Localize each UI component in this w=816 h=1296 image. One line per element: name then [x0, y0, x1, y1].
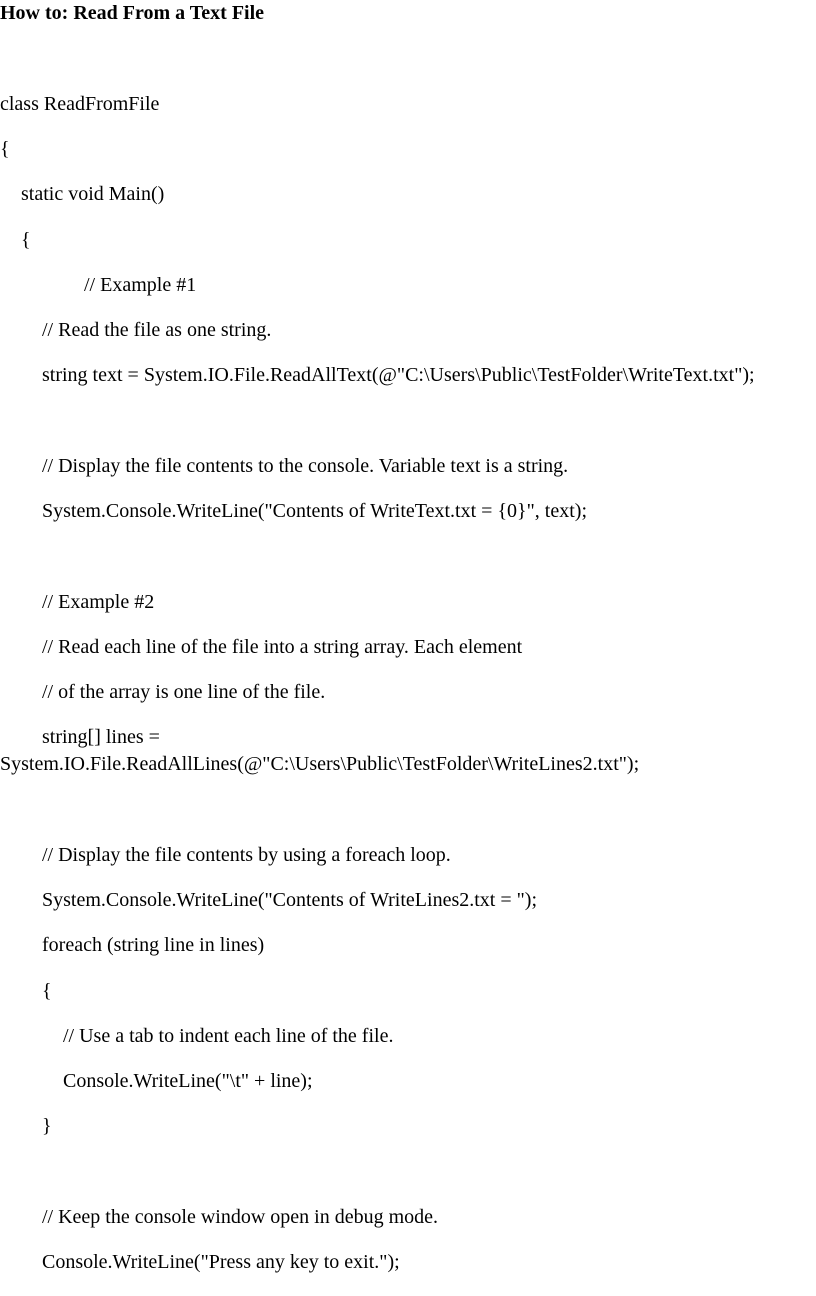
page-title: How to: Read From a Text File: [0, 2, 265, 24]
comment-keep-open: // Keep the console window open in debug mode.: [42, 1206, 439, 1228]
comment-tab: // Use a tab to indent each line of the file.: [63, 1025, 394, 1047]
comment-read-each-line: // Read each line of the file into a string array. Each element: [42, 636, 523, 658]
code-writeline-press-key: Console.WriteLine("Press any key to exit.");: [42, 1251, 400, 1273]
comment-example-1: // Example #1: [84, 274, 197, 296]
comment-array-line: // of the array is one line of the file.: [42, 681, 326, 703]
class-declaration: class ReadFromFile: [0, 93, 160, 115]
main-declaration: static void Main(): [21, 183, 165, 205]
comment-read-one-string: // Read the file as one string.: [42, 319, 272, 341]
code-foreach-declaration: foreach (string line in lines): [42, 934, 265, 956]
code-writeline-contents-text: System.Console.WriteLine("Contents of WriteText.txt = {0}", text);: [42, 500, 588, 522]
code-lines-declaration: string[] lines =: [42, 726, 160, 748]
comment-example-2: // Example #2: [42, 591, 155, 613]
code-writeline-contents-lines: System.Console.WriteLine("Contents of WriteLines2.txt = ");: [42, 889, 537, 911]
comment-foreach: // Display the file contents by using a foreach loop.: [42, 844, 451, 866]
code-writeline-tab-line: Console.WriteLine("\t" + line);: [63, 1070, 313, 1092]
foreach-open-brace: {: [42, 980, 52, 1002]
code-read-all-lines: System.IO.File.ReadAllLines(@"C:\Users\Public\TestFolder\WriteLines2.txt");: [0, 753, 640, 775]
code-read-all-text: string text = System.IO.File.ReadAllText(@"C:\Users\Public\TestFolder\WriteText.txt");: [42, 364, 755, 386]
class-open-brace: {: [0, 138, 10, 160]
foreach-close-brace: }: [42, 1115, 52, 1137]
comment-display-contents: // Display the file contents to the console. Variable text is a string.: [42, 455, 569, 477]
main-open-brace: {: [21, 229, 31, 251]
